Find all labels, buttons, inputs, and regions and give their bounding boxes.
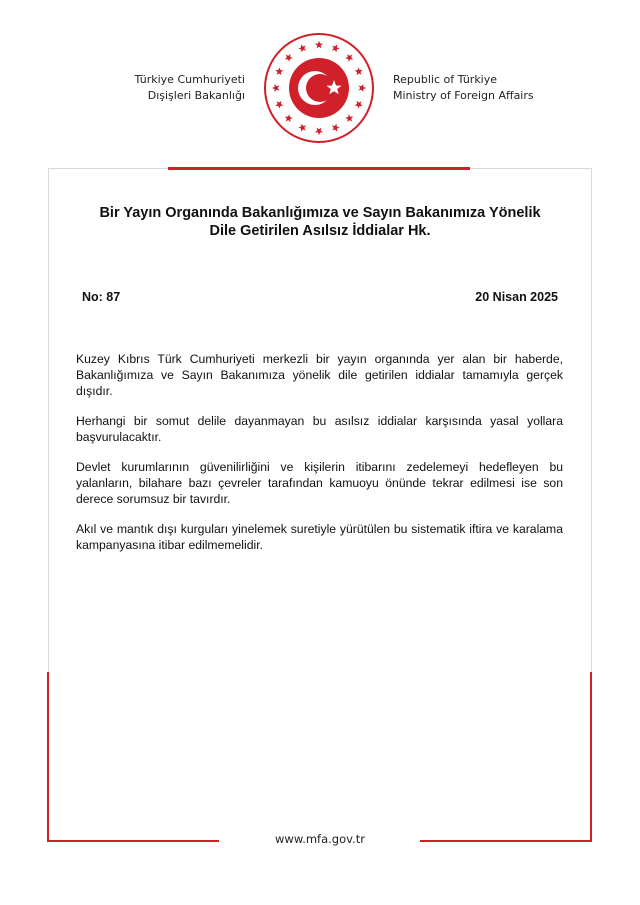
paragraph: Devlet kurumlarının güvenilirliğini ve kişilerin itibarını zedelemeyi hedefleyen bu yalanların, bilahare bazı çevreler tarafından kamuoyu önünde tekrar edilmesi ise son derece sorumsuz bir tavırdır. — [76, 460, 563, 506]
header-country-tr: Türkiye Cumhuriyeti — [134, 73, 245, 86]
header-ministry-tr: Dışişleri Bakanlığı — [147, 89, 245, 102]
document-body — [76, 351, 563, 567]
frame-right-line — [591, 168, 592, 672]
title-line-1: Bir Yayın Organında Bakanlığımıza ve Sayın Bakanımıza Yönelik — [99, 205, 541, 221]
paragraph: Kuzey Kıbrıs Türk Cumhuriyeti merkezli bir yayın organında yer alan bir haberde, Bakanlığımıza ve Sayın Bakanımıza yönelik dile getirilen iddialar tamamıyla gerçek dışıdır. — [76, 352, 563, 398]
document-number: No: 87 — [82, 290, 121, 304]
paragraph: Akıl ve mantık dışı kurguları yinelemek suretiyle yürütülen bu sistematik iftira ve karalama kampanyasına itibar edilmemelidir. — [76, 522, 563, 552]
footer-website: www.mfa.gov.tr — [275, 832, 365, 846]
frame-left-accent — [47, 672, 49, 842]
ministry-seal-icon — [263, 32, 375, 144]
frame-left-line — [48, 168, 49, 672]
frame-right-accent — [590, 672, 592, 842]
document-title — [60, 204, 580, 240]
frame-top-accent — [168, 167, 470, 170]
frame-top-right — [470, 168, 592, 169]
frame-bottom-right-accent — [420, 840, 592, 842]
frame-bottom-left-accent — [47, 840, 219, 842]
header-left — [120, 72, 245, 104]
paragraph: Herhangi bir somut delile dayanmayan bu asılsız iddialar karşısında yasal yollara başvurulacaktır. — [76, 414, 563, 444]
frame-top-left — [48, 168, 168, 169]
header-country-en: Republic of Türkiye — [393, 73, 498, 86]
header-right — [393, 72, 553, 104]
title-line-2: Dile Getirilen Asılsız İddialar Hk. — [209, 223, 431, 239]
header-ministry-en: Ministry of Foreign Affairs — [393, 89, 534, 102]
document-date: 20 Nisan 2025 — [475, 290, 558, 304]
